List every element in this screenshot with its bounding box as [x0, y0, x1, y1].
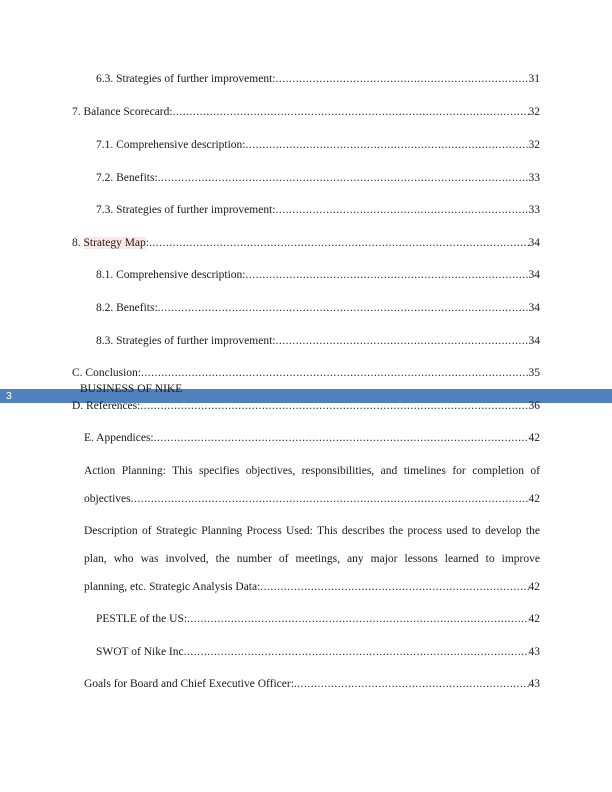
toc-dot-leader: [154, 431, 529, 445]
toc-entry-conclusion[interactable]: [72, 366, 540, 380]
toc-entry-label: 8.1. Comprehensive description:: [96, 269, 246, 281]
toc-dot-leader: [158, 171, 529, 185]
toc-page-number: 43: [528, 646, 540, 658]
toc-dot-leader: [184, 645, 529, 659]
toc-entry-8-1[interactable]: [96, 268, 540, 282]
strategic-process-text-line-2: plan, who was involved, the number of meetings, any major lessons learned to improve: [84, 553, 540, 565]
toc-dot-leader: [294, 677, 529, 691]
toc-page-number: 43: [528, 678, 540, 690]
toc-entry-label: 7.2. Benefits:: [96, 172, 158, 184]
toc-entry-label: PESTLE of the US:: [96, 613, 188, 625]
toc-dot-leader: [275, 203, 528, 217]
toc-entry-label: 7.3. Strategies of further improvement:: [96, 204, 276, 216]
toc-entry-goals[interactable]: [84, 677, 540, 691]
toc-page-number: 42: [528, 613, 540, 625]
toc-entry-references[interactable]: [72, 399, 540, 413]
toc-page-number: 33: [528, 204, 540, 216]
toc-page-number: 34: [528, 269, 540, 281]
toc-entry-label: planning, etc. Strategic Analysis Data:: [84, 581, 261, 593]
toc-page-number: 34: [528, 302, 540, 314]
strategic-process-text-line-1: Description of Strategic Planning Process Used: This describes the process used to develop the: [84, 525, 540, 537]
toc-page-number: 36: [528, 400, 540, 412]
toc-dot-leader: [245, 138, 528, 152]
toc-entry-label: objectives: [84, 493, 131, 505]
toc-entry-7[interactable]: [72, 105, 540, 119]
page-number: 3: [6, 390, 12, 402]
toc-entry-label: 8.2. Benefits:: [96, 302, 158, 314]
toc-entry-7-1[interactable]: [96, 138, 540, 152]
toc-entry-7-3[interactable]: [96, 203, 540, 217]
toc-entry-label-prefix: 8.: [72, 237, 84, 249]
action-planning-text: Action Planning: This specifies objectives, responsibilities, and timelines for completion of: [84, 465, 540, 477]
toc-entry-label-suffix: :: [145, 237, 149, 249]
toc-dot-leader: [275, 72, 528, 86]
toc-entry-label: SWOT of Nike Inc: [96, 646, 184, 658]
toc-dot-leader: [173, 105, 529, 119]
toc-page-number: 34: [528, 335, 540, 347]
toc-entry-label: 6.3. Strategies of further improvement:: [96, 73, 276, 85]
toc-dot-leader: [275, 334, 528, 348]
toc-page-number: 42: [528, 493, 540, 505]
toc-entry-label: 7. Balance Scorecard:: [72, 106, 173, 118]
toc-entry-label: C. Conclusion:: [72, 367, 142, 379]
toc-entry-pestle[interactable]: [96, 612, 540, 626]
toc-dot-leader: [131, 492, 529, 506]
toc-page-number: 34: [528, 237, 540, 249]
toc-dot-leader: [187, 612, 528, 626]
toc-entry-8-3[interactable]: [96, 334, 540, 348]
toc-entry-8[interactable]: [72, 236, 540, 250]
toc-entry-label: Goals for Board and Chief Executive Officer:: [84, 678, 294, 690]
toc-page-number: 35: [528, 367, 540, 379]
toc-entry-7-2[interactable]: [96, 171, 540, 185]
toc-entry-swot[interactable]: [96, 645, 540, 659]
toc-entry-strategic-analysis[interactable]: [84, 580, 540, 594]
toc-entry-action-planning[interactable]: [84, 492, 540, 506]
toc-dot-leader: [149, 236, 529, 250]
toc-entry-label: [72, 236, 149, 250]
toc-dot-leader: [260, 580, 528, 594]
running-header-title: BUSINESS OF NIKE: [80, 383, 183, 395]
toc-dot-leader: [158, 301, 529, 315]
toc-page-number: 31: [528, 73, 540, 85]
toc-dot-leader: [140, 399, 528, 413]
toc-page-number: 33: [528, 172, 540, 184]
toc-entry-label: 8.3. Strategies of further improvement:: [96, 335, 276, 347]
toc-entry-8-2[interactable]: [96, 301, 540, 315]
toc-page-number: 42: [528, 581, 540, 593]
toc-dot-leader: [141, 366, 528, 380]
toc-page-number: 32: [528, 106, 540, 118]
toc-entry-label: 7.1. Comprehensive description:: [96, 139, 246, 151]
toc-entry-appendices[interactable]: [84, 431, 540, 445]
toc-entry-6-3[interactable]: [96, 72, 540, 86]
toc-entry-label: E. Appendices:: [84, 432, 154, 444]
toc-entry-label-highlight: Strategy Map: [83, 237, 146, 249]
toc-dot-leader: [245, 268, 528, 282]
toc-page-number: 42: [528, 432, 540, 444]
toc-entry-label: D. References:: [72, 400, 141, 412]
toc-page-number: 32: [528, 139, 540, 151]
